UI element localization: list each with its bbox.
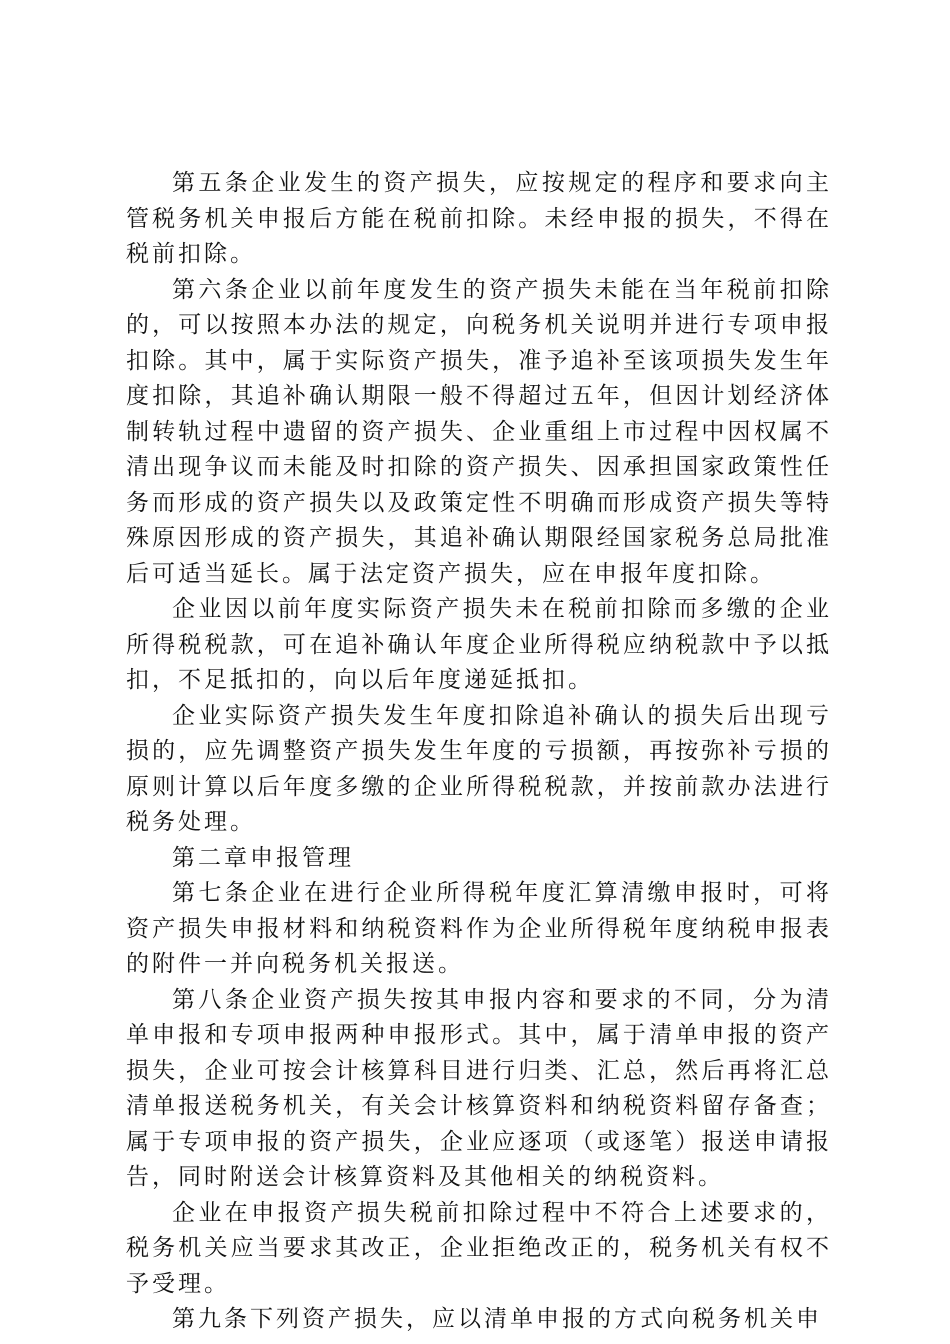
paragraph-article-6: 第六条企业以前年度发生的资产损失未能在当年税前扣除的，可以按照本办法的规定，向税务机关说明并进行专项申报扣除。其中，属于实际资产损失，准予追补至该项损失发生年度扣除，其追补确认期限一般不得超过五年，但因计划经济体制转轨过程中遗留的资产损失、企业重组上市过程中因权属不清出现争议而未能及时扣除的资产损失、因承担国家政策性任务而形成的资产损失以及政策定性不明确而形成资产损失等特殊原因形成的资产损失，其追补确认期限经国家税务总局批准后可适当延长。属于法定资产损失，应在申报年度扣除。 bbox=[126, 276, 832, 587]
chapter-heading: 第二章申报管理 bbox=[172, 844, 354, 871]
paragraph-article-8: 第八条企业资产损失按其申报内容和要求的不同，分为清单申报和专项申报两种申报形式。其中，属于清单申报的资产损失，企业可按会计核算科目进行归类、汇总，然后再将汇总清单报送税务机关，有关会计核算资料和纳税资料留存备查；属于专项申报的资产损失，企业应逐项（或逐笔）报送申请报告，同时附送会计核算资料及其他相关的纳税资料。 bbox=[126, 986, 832, 1190]
paragraph-article-9: 第九条下列资产损失，应以清单申报的方式向税务机关申 bbox=[172, 1306, 822, 1332]
paragraph-article-7: 第七条企业在进行企业所得税年度汇算清缴申报时，可将资产损失申报材料和纳税资料作为企业所得税年度纳税申报表的附件一并向税务机关报送。 bbox=[126, 880, 832, 977]
paragraph-article-5: 第五条企业发生的资产损失，应按规定的程序和要求向主管税务机关申报后方能在税前扣除。未经申报的损失，不得在税前扣除。 bbox=[126, 170, 832, 267]
paragraph-loss-adjustment: 企业实际资产损失发生年度扣除追补确认的损失后出现亏损的，应先调整资产损失发生年度的亏损额，再按弥补亏损的原则计算以后年度多缴的企业所得税税款，并按前款办法进行税务处理。 bbox=[126, 702, 832, 835]
paragraph-correction: 企业在申报资产损失税前扣除过程中不符合上述要求的，税务机关应当要求其改正，企业拒绝改正的，税务机关有权不予受理。 bbox=[126, 1199, 832, 1297]
paragraph-tax-offset: 企业因以前年度实际资产损失未在税前扣除而多缴的企业所得税税款，可在追补确认年度企业所得税应纳税款中予以抵扣，不足抵扣的，向以后年度递延抵扣。 bbox=[126, 596, 832, 693]
document-body bbox=[126, 166, 832, 1338]
